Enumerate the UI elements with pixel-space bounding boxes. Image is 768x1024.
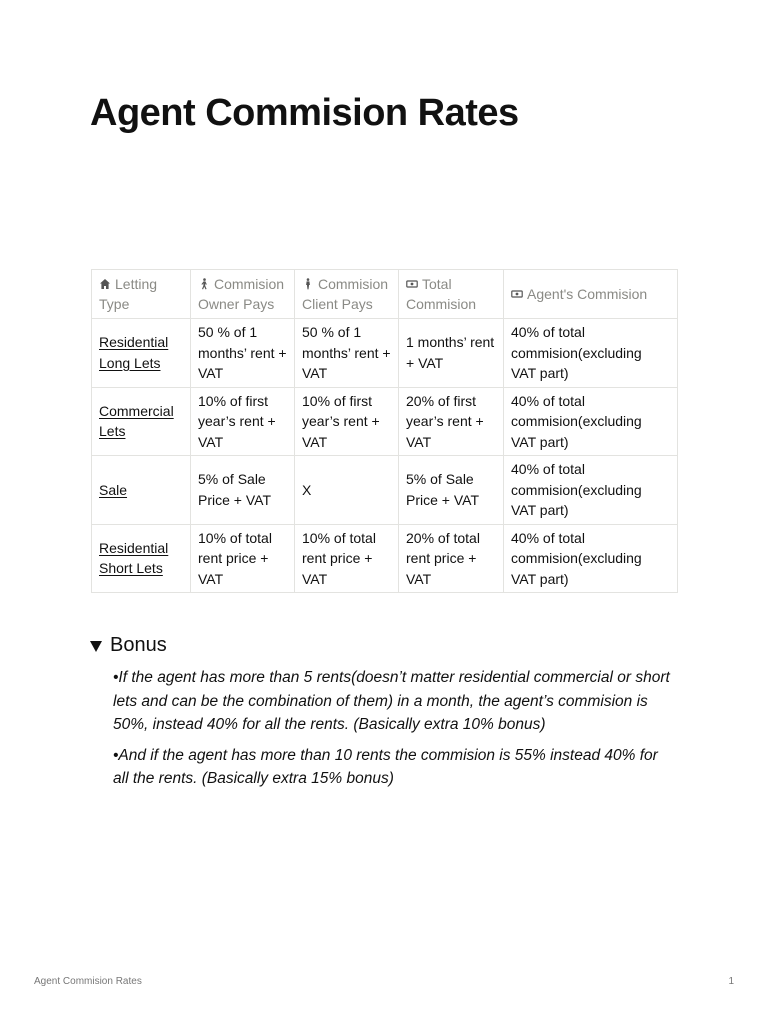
footer-page-number: 1	[728, 976, 734, 987]
cell-owner-pays: 10% of first year’s rent + VAT	[191, 387, 295, 456]
cell-agent-commission: 40% of total commision(excluding VAT part)	[504, 387, 678, 456]
table-header-row	[92, 270, 678, 319]
banknote-icon	[511, 288, 523, 300]
cell-total-commission: 20% of total rent price + VAT	[399, 524, 504, 593]
header-letting-type[interactable]	[92, 270, 191, 319]
bonus-content	[113, 666, 673, 798]
table-row	[92, 456, 678, 525]
header-total-commission[interactable]	[399, 270, 504, 319]
cell-owner-pays: 10% of total rent price + VAT	[191, 524, 295, 593]
cell-client-pays: 50 % of 1 months’ rent + VAT	[295, 319, 399, 388]
bonus-paragraph: •If the agent has more than 5 rents(doesn’t matter residential commercial or short lets and can be the combination of them) in a month, the agent’s commision is 50%, instead 40% for all the rents. (Basically extra 10% bonus)	[113, 669, 670, 733]
cell-total-commission: 1 months’ rent + VAT	[399, 319, 504, 388]
page-title: Agent Commision Rates	[90, 92, 519, 134]
header-client-pays[interactable]	[295, 270, 399, 319]
header-label: Total Commision	[406, 275, 477, 312]
header-label: Agent's Commision	[527, 285, 648, 302]
cell-agent-commission: 40% of total commision(excluding VAT part)	[504, 319, 678, 388]
cell-owner-pays: 5% of Sale Price + VAT	[191, 456, 295, 525]
cell-client-pays: X	[295, 456, 399, 525]
table-row	[92, 524, 678, 593]
cell-total-commission: 20% of first year’s rent + VAT	[399, 387, 504, 456]
person-standing-icon	[302, 278, 314, 290]
header-label: Commision Client Pays	[302, 275, 389, 312]
commission-rates-table	[91, 269, 678, 593]
cell-client-pays: 10% of first year’s rent + VAT	[295, 387, 399, 456]
triangle-down-icon[interactable]	[90, 641, 102, 652]
cell-letting-type[interactable]	[92, 319, 191, 388]
house-icon	[99, 278, 111, 290]
letting-type-link[interactable]: Residential Long Lets	[99, 334, 169, 371]
cell-letting-type[interactable]	[92, 524, 191, 593]
header-label: Commision Owner Pays	[198, 275, 285, 312]
person-walking-icon	[198, 278, 210, 290]
cell-agent-commission: 40% of total commision(excluding VAT part)	[504, 524, 678, 593]
bonus-paragraph: •And if the agent has more than 10 rents the commision is 55% instead 40% for all the rents. (Basically extra 15% bonus)	[113, 746, 658, 787]
cell-letting-type[interactable]	[92, 456, 191, 525]
bonus-toggle[interactable]	[90, 634, 167, 657]
cell-owner-pays: 50 % of 1 months’ rent + VAT	[191, 319, 295, 388]
letting-type-link[interactable]: Sale	[99, 481, 128, 498]
footer-document-title: Agent Commision Rates	[34, 976, 142, 987]
table-row	[92, 319, 678, 388]
banknote-icon	[406, 278, 418, 290]
header-owner-pays[interactable]	[191, 270, 295, 319]
bonus-toggle-label: Bonus	[110, 634, 167, 656]
cell-total-commission: 5% of Sale Price + VAT	[399, 456, 504, 525]
cell-letting-type[interactable]	[92, 387, 191, 456]
table-row	[92, 387, 678, 456]
letting-type-link[interactable]: Commercial Lets	[99, 402, 174, 440]
letting-type-link[interactable]: Residential Short Lets	[99, 539, 169, 577]
header-agent-commission[interactable]	[504, 270, 678, 319]
cell-client-pays: 10% of total rent price + VAT	[295, 524, 399, 593]
header-label: Letting Type	[99, 275, 158, 312]
cell-agent-commission: 40% of total commision(excluding VAT part)	[504, 456, 678, 525]
